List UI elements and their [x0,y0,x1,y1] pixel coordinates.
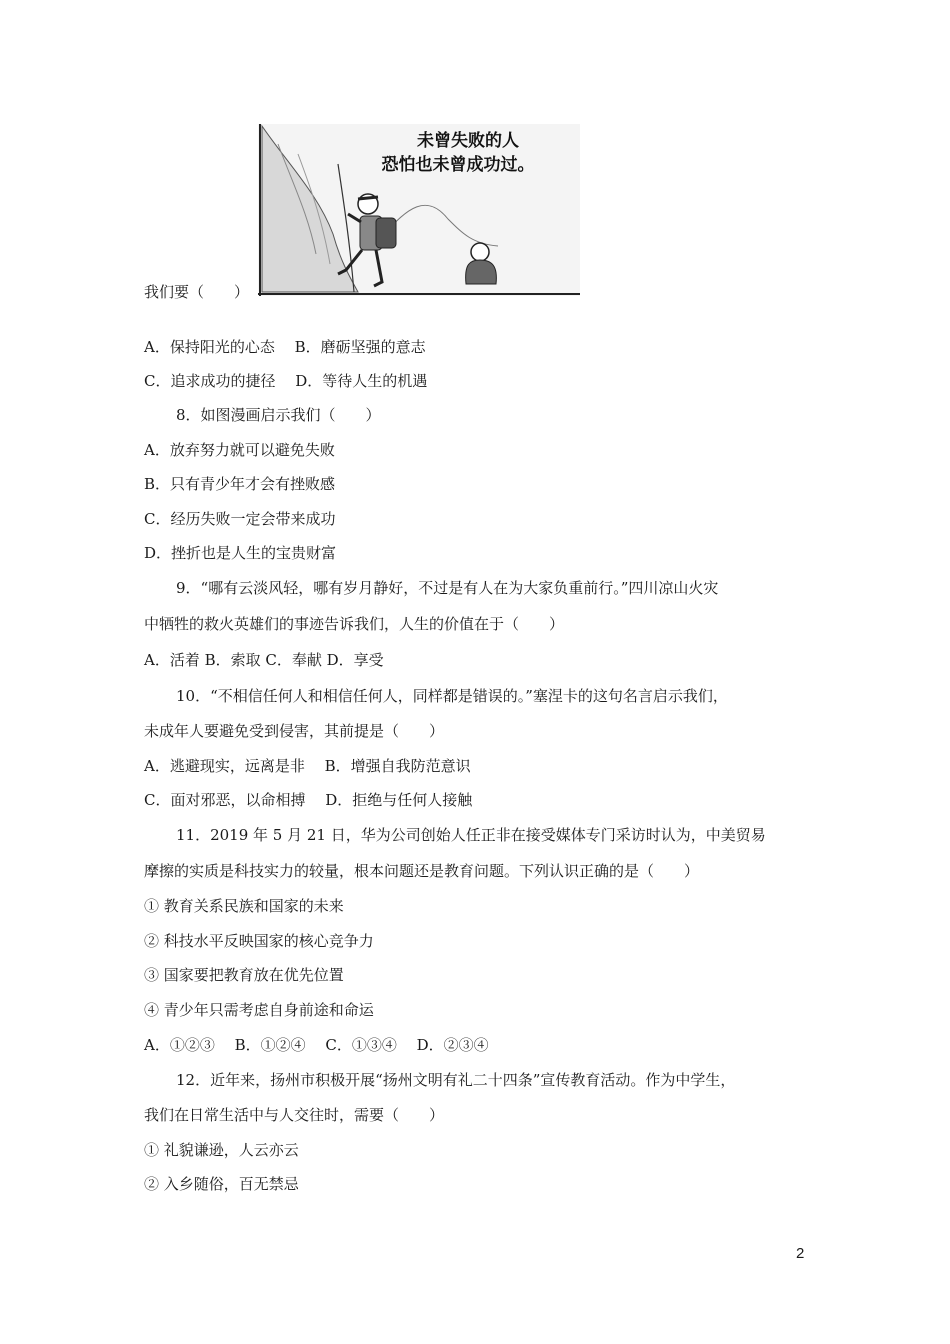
q10-options-line1: A．逃避现实，远离是非 B．增强自我防范意识 [144,757,471,775]
q11-item1: ① 教育关系民族和国家的未来 [144,897,344,915]
page-number: 2 [796,1245,805,1262]
q11-item2: ② 科技水平反映国家的核心竞争力 [144,932,374,950]
q10-stem-line1: 10．“不相信任何人和相信任何人，同样都是错误的。”塞涅卡的这句名言启示我们， [176,687,728,705]
q10-stem-line2: 未成年人要避免受到侵害，其前提是（ ） [144,722,445,740]
q8-option-a: A．放弃努力就可以避免失败 [144,441,335,459]
q9-stem-line1: 9．“哪有云淡风轻，哪有岁月静好，不过是有人在为大家负重前行。”四川凉山火灾 [176,579,719,597]
q7-options-line2: C．追求成功的捷径 D．等待人生的机遇 [144,372,428,390]
cartoon-illustration [258,124,580,296]
q8-option-b: B．只有青少年才会有挫败感 [144,475,336,493]
q7-options-line1: A．保持阳光的心态 B．磨砺坚强的意志 [144,338,426,356]
q10-options-line2: C．面对邪恶，以命相搏 D．拒绝与任何人接触 [144,791,473,809]
q9-stem-line2: 中牺牲的救火英雄们的事迹告诉我们，人生的价值在于（ ） [144,615,565,633]
q12-stem-line2: 我们在日常生活中与人交往时，需要（ ） [144,1106,445,1124]
q8-option-d: D．挫折也是人生的宝贵财富 [144,544,337,562]
q11-options: A．①②③ B．①②④ C．①③④ D．②③④ [144,1036,489,1054]
cartoon-caption-line2: 恐怕也未曾成功过。 [381,155,535,175]
q7-stem-tail: 我们要（ ） [144,283,250,301]
q12-item2: ② 入乡随俗，百无禁忌 [144,1175,299,1193]
q12-item1: ① 礼貌谦逊，人云亦云 [144,1141,299,1159]
q11-stem-line1: 11．2019 年 5 月 21 日，华为公司创始人任正非在接受媒体专门采访时认为，中美贸易 [176,826,766,844]
q12-stem-line1: 12．近年来，扬州市积极开展“扬州文明有礼二十四条”宣传教育活动。作为中学生， [176,1071,736,1089]
cartoon-caption-line1: 未曾失败的人 [417,131,519,151]
q8-stem: 8．如图漫画启示我们（ ） [176,406,381,424]
q9-options: A．活着 B．索取 C．奉献 D．享受 [144,651,384,669]
q11-stem-line2: 摩擦的实质是科技实力的较量，根本问题还是教育问题。下列认识正确的是（ ） [144,862,700,880]
q11-item3: ③ 国家要把教育放在优先位置 [144,966,344,984]
q11-item4: ④ 青少年只需考虑自身前途和命运 [144,1001,374,1019]
q8-option-c: C．经历失败一定会带来成功 [144,510,336,528]
